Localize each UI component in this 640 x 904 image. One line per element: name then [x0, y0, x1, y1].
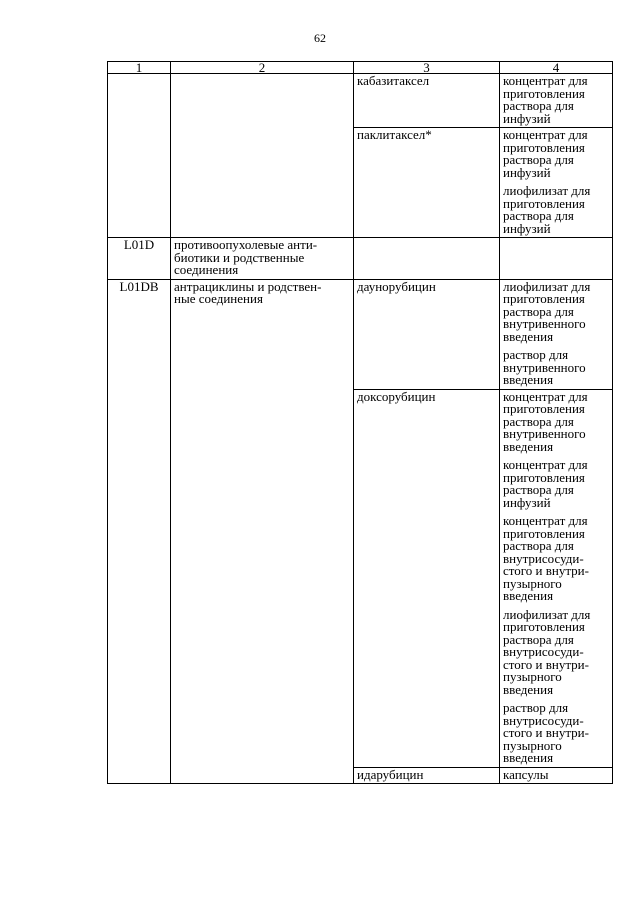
dosage-form-line: концентрат для [503, 127, 588, 142]
dosage-form-line: капсулы [503, 766, 549, 782]
dosage-form-line: пузырного [503, 737, 562, 753]
drug-name-cell: кабазитаксел [354, 74, 500, 128]
dosage-form-line: концентрат для [503, 513, 588, 528]
dosage-form-line: внутрисосуди- [503, 550, 584, 566]
dosage-form-line: пузырного [503, 575, 562, 591]
header-cell-4: 4 [500, 62, 613, 74]
dosage-form-line: раствор для [503, 700, 569, 715]
dosage-form-line: раствор для [503, 347, 569, 362]
drug-name-cell: идарубицин [354, 767, 500, 784]
dosage-form-line: инфузий [503, 164, 551, 180]
dosage-form-line: введения [503, 372, 554, 387]
dosage-form [500, 128, 612, 181]
drug-table-body [108, 62, 613, 784]
drug-name-cell: доксорубицин [354, 389, 500, 767]
dosage-form-line: введения [503, 438, 554, 454]
table-row [108, 74, 613, 128]
dosage-form [500, 181, 612, 237]
group-name-line: антрациклины и родствен- [174, 278, 322, 294]
dosage-forms-cell [500, 238, 613, 280]
dosage-form [500, 698, 612, 767]
dosage-form-line: раствора для [503, 538, 574, 553]
dosage-form-line: внутрисосуди- [503, 712, 584, 728]
dosage-form [500, 280, 612, 346]
group-name-line: противоопухолевые анти- [174, 237, 318, 252]
group-name-line: ные соединения [174, 291, 263, 306]
dosage-form-line: раствора для [503, 152, 574, 167]
dosage-form-line: раствора для [503, 208, 574, 223]
dosage-form-line: приготовления [503, 469, 585, 485]
dosage-form-line: приготовления [503, 291, 585, 306]
dosage-form-line: внутривенного [503, 426, 586, 441]
table-header-row [108, 62, 613, 74]
dosage-form-line: приготовления [503, 401, 585, 416]
dosage-form-line: внутривенного [503, 359, 586, 375]
dosage-form-line: пузырного [503, 669, 562, 684]
dosage-forms-cell [500, 279, 613, 389]
dosage-form-line: введения [503, 750, 554, 765]
table-row [108, 279, 613, 389]
dosage-form [500, 74, 612, 127]
anatomical-group-cell [171, 238, 354, 280]
page-number: 62 [314, 31, 326, 45]
atc-code-cell: L01D [108, 238, 171, 280]
table-row [108, 238, 613, 280]
drug-name-cell: даунорубицин [354, 279, 500, 389]
dosage-form [500, 511, 612, 605]
atc-code-cell [108, 74, 171, 238]
dosage-form [500, 345, 612, 389]
dosage-form [500, 455, 612, 511]
atc-code-cell: L01DB [108, 279, 171, 784]
dosage-form-line: введения [503, 588, 554, 603]
dosage-form-line: стого и внутри- [503, 656, 589, 672]
anatomical-group-cell [171, 74, 354, 238]
dosage-form-line: лиофилизат для [503, 606, 591, 622]
header-cell-2: 2 [171, 62, 354, 74]
dosage-form-line: внутрисосуди- [503, 644, 584, 659]
dosage-form-line: раствора для [503, 98, 574, 113]
dosage-form-line: лиофилизат для [503, 183, 591, 198]
dosage-form-line: приготовления [503, 619, 585, 634]
dosage-form-line: инфузий [503, 494, 551, 510]
group-name-line: соединения [174, 262, 239, 277]
drug-name-cell: паклитаксел* [354, 128, 500, 238]
dosage-form [500, 768, 612, 784]
dosage-form-line: введения [503, 328, 554, 344]
dosage-forms-cell [500, 389, 613, 767]
dosage-form-line: инфузий [503, 220, 551, 236]
dosage-form-line: инфузий [503, 110, 551, 126]
dosage-forms-cell [500, 767, 613, 784]
dosage-form [500, 390, 612, 456]
dosage-form-line: раствора для [503, 413, 574, 429]
dosage-forms-cell [500, 128, 613, 238]
dosage-form-line: приготовления [503, 85, 585, 101]
dosage-form-line: стого и внутри- [503, 563, 589, 578]
dosage-form-line: внутривенного [503, 316, 586, 331]
dosage-form-line: стого и внутри- [503, 725, 589, 740]
dosage-form-line: раствора для [503, 482, 574, 497]
anatomical-group-cell [171, 279, 354, 784]
header-cell-3: 3 [354, 62, 500, 74]
dosage-form-line: приготовления [503, 525, 585, 541]
dosage-form [500, 605, 612, 699]
dosage-form-line: приготовления [503, 195, 585, 211]
drug-name-cell [354, 238, 500, 280]
dosage-form-line: лиофилизат для [503, 278, 591, 294]
dosage-form-line: концентрат для [503, 457, 588, 472]
dosage-form-line: концентрат для [503, 73, 588, 88]
dosage-form-line: раствора для [503, 303, 574, 319]
dosage-form-line: приготовления [503, 139, 585, 155]
dosage-form-line: введения [503, 681, 554, 697]
dosage-forms-cell [500, 74, 613, 128]
dosage-form-line: концентрат для [503, 388, 588, 404]
dosage-form-line: раствора для [503, 631, 574, 647]
group-name-line: биотики и родственные [174, 249, 305, 265]
header-cell-1: 1 [108, 62, 171, 74]
drug-table [107, 61, 613, 784]
